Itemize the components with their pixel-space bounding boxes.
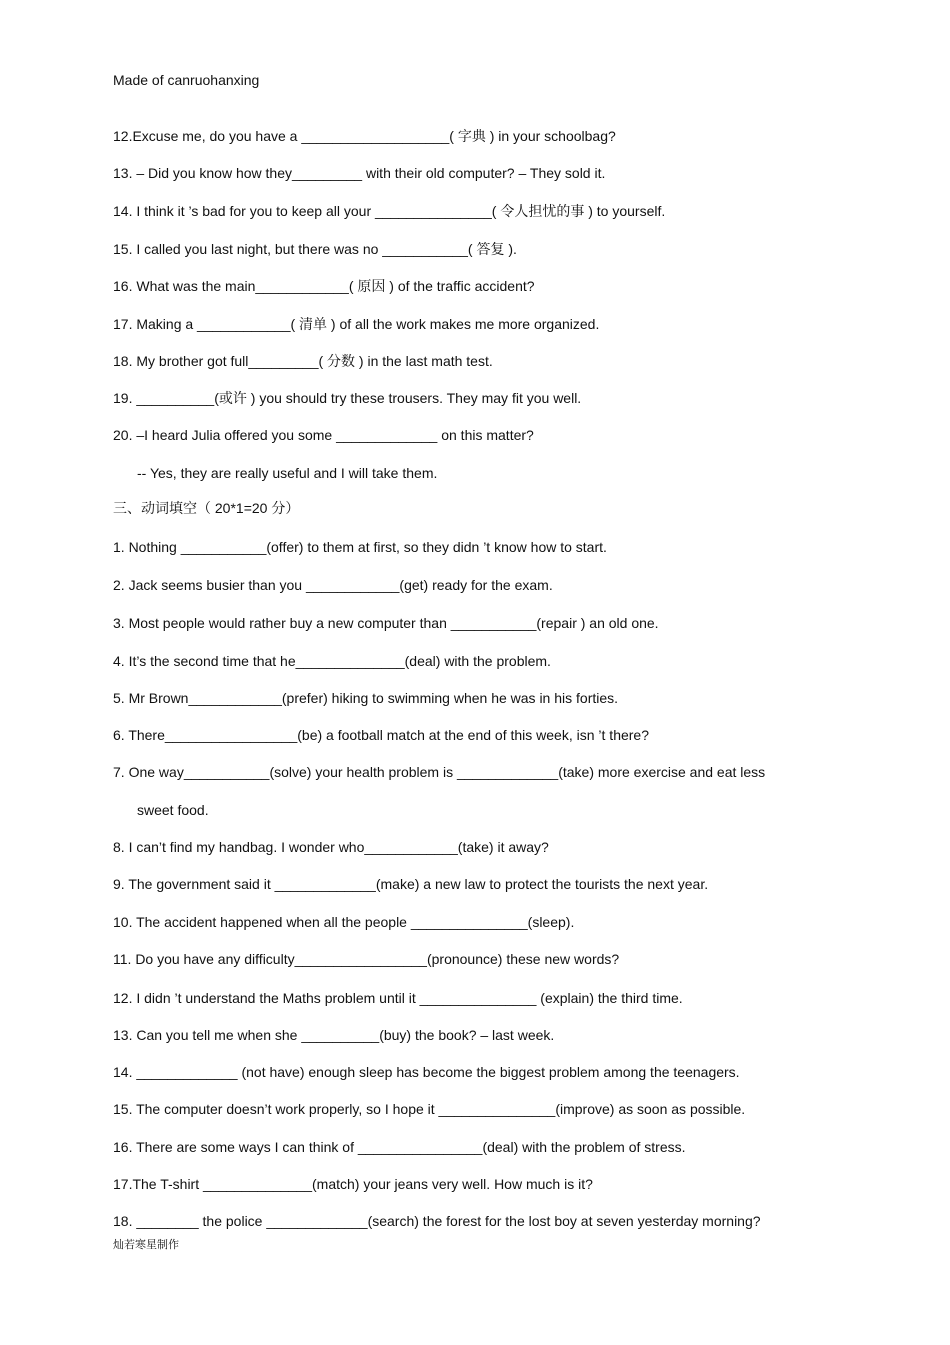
- exercise-line: 18. My brother got full_________( 分数 ) in the last math test.: [113, 353, 493, 369]
- exercise-line: 7. One way___________(solve) your health problem is _____________(take) more exercise and eat less: [113, 764, 766, 780]
- exercise-line: 20. –I heard Julia offered you some _____________ on this matter?: [113, 427, 534, 443]
- exercise-line: 13. Can you tell me when she __________(buy) the book? – last week.: [113, 1027, 555, 1043]
- exercise-line: 17.The T-shirt ______________(match) your jeans very well. How much is it?: [113, 1176, 593, 1192]
- exercise-line: 6. There_________________(be) a football match at the end of this week, isn ’t there?: [113, 727, 649, 743]
- exercise-line: 16. There are some ways I can think of ________________(deal) with the problem of stress.: [113, 1139, 686, 1155]
- exercise-line: 10. The accident happened when all the people _______________(sleep).: [113, 914, 575, 930]
- exercise-line: 13. – Did you know how they_________ with their old computer? – They sold it.: [113, 165, 606, 181]
- exercise-line-continuation: -- Yes, they are really useful and I will take them.: [137, 465, 438, 481]
- exercise-line: 14. _____________ (not have) enough sleep has become the biggest problem among the teenagers.: [113, 1064, 740, 1080]
- page-header: Made of canruohanxing: [113, 72, 260, 88]
- exercise-line: 18. ________ the police _____________(search) the forest for the lost boy at seven yesterday morning?: [113, 1213, 761, 1229]
- exercise-line: 2. Jack seems busier than you ____________(get) ready for the exam.: [113, 577, 553, 593]
- exercise-line: 16. What was the main____________( 原因 ) of the traffic accident?: [113, 278, 535, 294]
- exercise-line: 3. Most people would rather buy a new computer than ___________(repair ) an old one.: [113, 615, 659, 631]
- exercise-line: 12.Excuse me, do you have a ___________________( 字典 ) in your schoolbag?: [113, 128, 616, 144]
- exercise-line: 11. Do you have any difficulty_________________(pronounce) these new words?: [113, 951, 620, 967]
- exercise-line: 19. __________(或许 ) you should try these trousers. They may fit you well.: [113, 390, 582, 406]
- exercise-line: 15. The computer doesn’t work properly, so I hope it _______________(improve) as soon as possible.: [113, 1101, 746, 1117]
- page-footer: 灿若寒星制作: [113, 1239, 179, 1251]
- exercise-line: 14. I think it ’s bad for you to keep all your _______________( 令人担忧的事 ) to yourself.: [113, 203, 666, 219]
- exercise-line: 5. Mr Brown____________(prefer) hiking to swimming when he was in his forties.: [113, 690, 619, 706]
- exercise-line: 1. Nothing ___________(offer) to them at first, so they didn ’t know how to start.: [113, 539, 607, 555]
- section-title: 三、动词填空（ 20*1=20 分）: [113, 500, 300, 516]
- exercise-line: 4. It’s the second time that he______________(deal) with the problem.: [113, 653, 551, 669]
- exercise-line: 8. I can’t find my handbag. I wonder who____________(take) it away?: [113, 839, 549, 855]
- exercise-line: 9. The government said it _____________(make) a new law to protect the tourists the next year.: [113, 876, 709, 892]
- exercise-line-continuation: sweet food.: [137, 802, 209, 818]
- exercise-line: 15. I called you last night, but there was no ___________( 答复 ).: [113, 241, 517, 257]
- exercise-line: 12. I didn ’t understand the Maths problem until it _______________ (explain) the third time.: [113, 990, 683, 1006]
- exercise-line: 17. Making a ____________( 清单 ) of all the work makes me more organized.: [113, 316, 600, 332]
